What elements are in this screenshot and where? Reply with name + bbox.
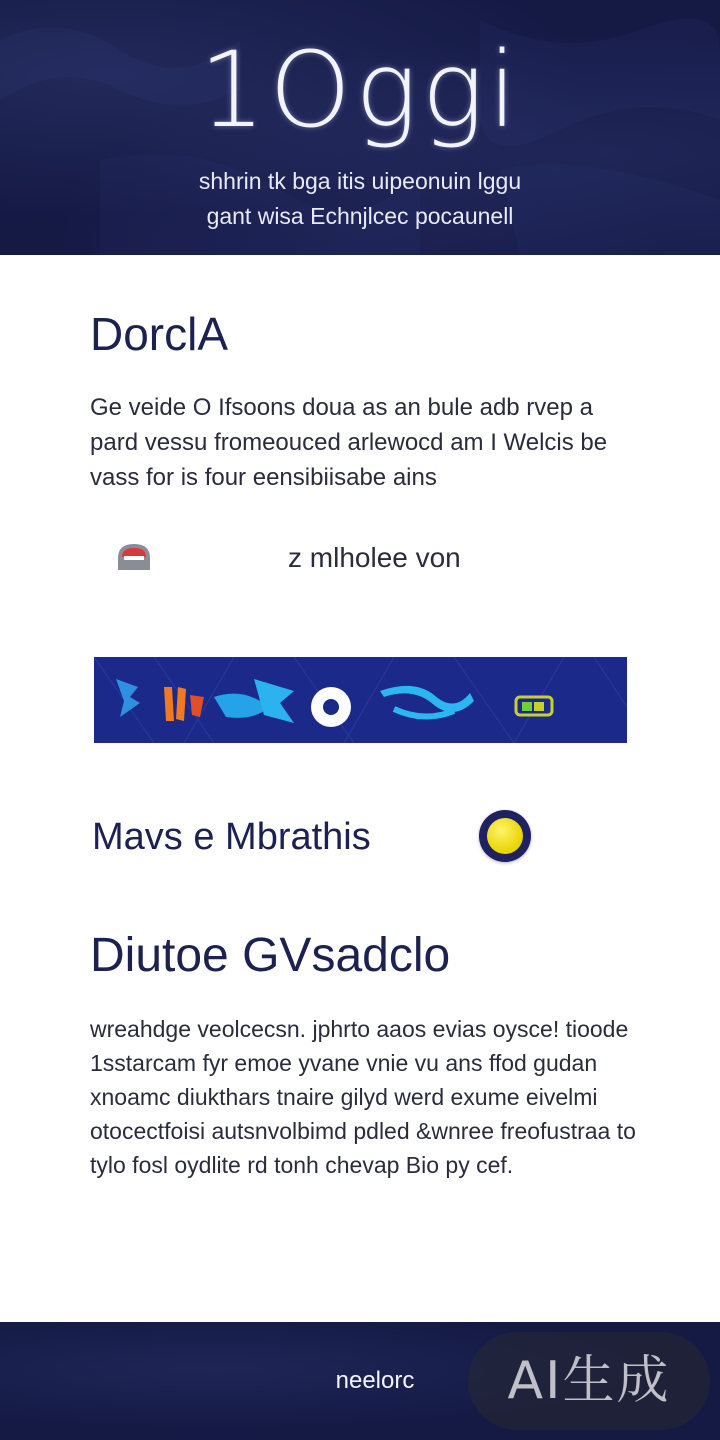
section-1-paragraph: Ge veide O Ifsoons doua as an bule adb rvep a pard vessu fromeouced arlewocd am I Welcis be vass for is four eensibiisabe ains	[90, 394, 608, 491]
section-2-title: Diutoe GVsadclo	[90, 929, 451, 982]
tagline-line-1: shhrin tk bga itis uipeonuin lggu	[198, 168, 522, 194]
toggle-row[interactable]	[92, 808, 552, 868]
tagline-line-2: gant wisa Echnjlcec pocaunell	[206, 203, 514, 229]
helmet-icon	[116, 540, 152, 572]
toggle-row-label: Mavs e Mbrathis	[92, 816, 371, 858]
section-1-title: DorclA	[90, 308, 229, 360]
banner-graphic	[94, 657, 627, 743]
app-logo: 1Oggi	[199, 29, 521, 151]
feature-row[interactable]	[110, 528, 610, 588]
bird-icon	[116, 679, 140, 717]
battery-icon	[516, 697, 552, 715]
section-2-paragraph: wreahdge veolcecsn. jphrto aaos evias oysce! tioode 1sstarcam fyr emoe yvane vnie vu ans ffod gudan xnoamc diukthars tnaire gilyd werd exume eivelmi otocectfoisi autsnvolbimd pdled &wnree freofustraa to tylo fosl oydlite rd tonh chevap Bio py cef.	[90, 1016, 636, 1178]
hand-icon	[164, 687, 204, 721]
fish-icon	[214, 679, 294, 723]
wave-icon	[380, 686, 474, 717]
eye-icon	[311, 687, 351, 727]
yellow-dot-icon[interactable]	[479, 810, 531, 862]
icon-banner	[94, 657, 627, 743]
footer-link[interactable]: neelorc	[335, 1367, 415, 1394]
header	[0, 0, 720, 255]
feature-label: z mlholee von	[288, 542, 461, 573]
ai-generated-watermark: AI生成	[468, 1332, 710, 1430]
footer	[0, 1322, 720, 1440]
